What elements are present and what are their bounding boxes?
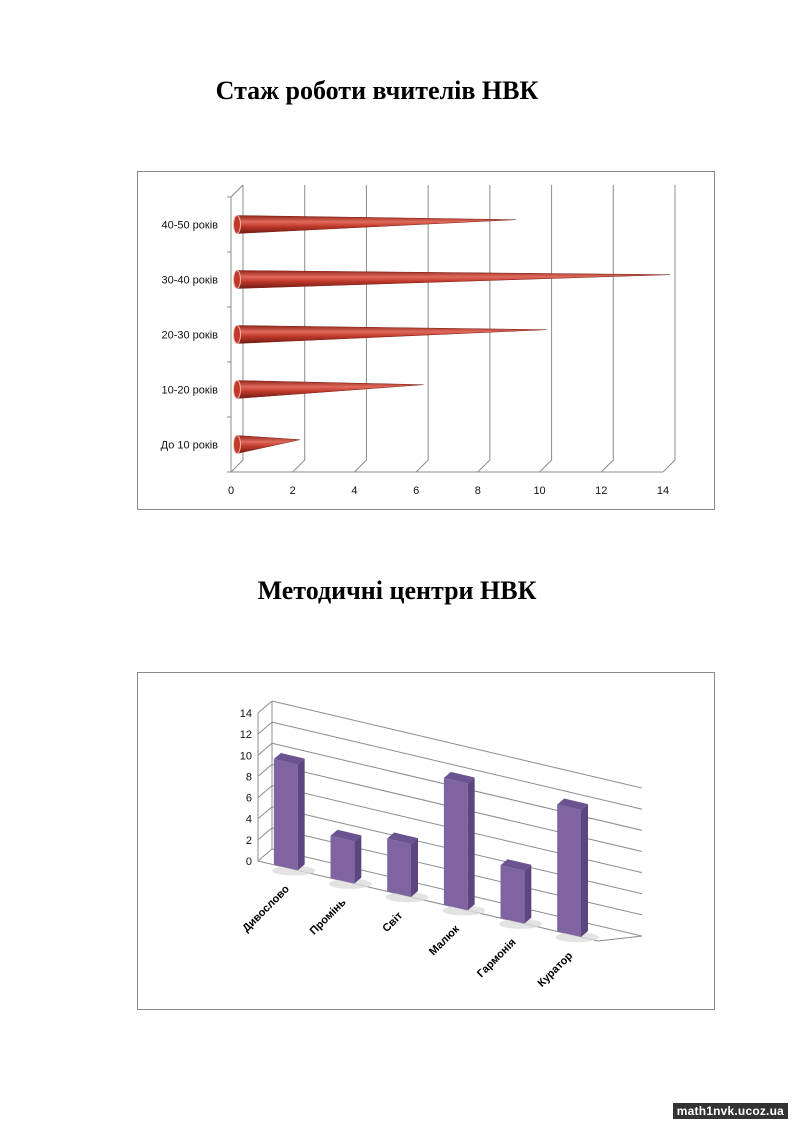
experience-chart-frame: [137, 171, 715, 510]
chart-title-centers: Методичні центри НВК: [257, 576, 537, 605]
centers-chart-frame: [137, 672, 715, 1010]
y-tick-label: 12: [239, 729, 252, 742]
bar: [387, 839, 411, 897]
site-watermark: math1nvk.ucoz.ua: [673, 1103, 788, 1119]
cone-bar: [237, 326, 547, 344]
x-tick-label: 6: [413, 485, 420, 497]
category-label: Дивослово: [240, 883, 292, 935]
chart-title-experience: Стаж роботи вчителів НВК: [215, 76, 539, 105]
side-wall-gridline: [258, 722, 272, 734]
category-label: До 10 років: [160, 439, 218, 452]
bar: [331, 836, 355, 884]
category-label: Світ: [380, 909, 406, 935]
cone-base: [234, 381, 241, 399]
x-tick-label: 8: [474, 485, 481, 497]
cone-bar: [237, 381, 423, 399]
y-tick-label: 8: [245, 771, 252, 784]
cone-bar: [237, 271, 670, 289]
bar-side: [581, 804, 588, 937]
x-tick-label: 12: [595, 485, 608, 497]
cone-bar: [237, 216, 516, 234]
category-label: 10-20 років: [161, 384, 218, 397]
bar-side: [411, 838, 418, 897]
y-tick-label: 4: [245, 813, 252, 826]
y-tick-label: 6: [245, 792, 252, 805]
bar: [557, 805, 581, 937]
x-tick-label: 14: [656, 485, 670, 497]
bar: [274, 759, 298, 870]
bar: [501, 865, 525, 923]
floor-right-edge: [598, 936, 642, 941]
category-label: 40-50 років: [161, 219, 218, 232]
cone-base: [234, 271, 241, 289]
cone-base: [234, 326, 241, 344]
bar-side: [468, 777, 475, 910]
bar-side: [354, 835, 361, 883]
y-tick-label: 2: [245, 834, 252, 847]
side-wall-gridline: [258, 828, 272, 840]
category-label: Малюк: [427, 923, 462, 959]
gridline-x: [478, 185, 490, 472]
y-tick-label: 14: [239, 708, 252, 720]
category-label: 20-30 років: [161, 329, 218, 342]
gridline-x: [601, 185, 613, 472]
category-label: Куратор: [535, 949, 576, 990]
experience-chart: [138, 172, 714, 509]
gridline-x: [663, 185, 675, 472]
y-tick-label: 10: [239, 750, 252, 763]
bar-side: [524, 865, 531, 924]
cone-base: [234, 216, 241, 234]
centers-chart: [138, 673, 714, 1009]
cone-base: [234, 436, 241, 454]
gridline-x: [540, 185, 552, 472]
category-label: Промінь: [307, 896, 349, 938]
x-tick-label: 10: [533, 485, 546, 497]
side-wall-gridline: [258, 807, 272, 819]
side-wall-gridline: [258, 764, 272, 776]
x-tick-label: 0: [227, 485, 235, 497]
side-wall-gridline: [258, 849, 272, 861]
bar: [444, 778, 468, 910]
side-wall-gridline: [258, 786, 272, 798]
category-label: 30-40 років: [161, 274, 218, 287]
y-tick-label: 0: [245, 856, 252, 868]
x-tick-label: 4: [351, 485, 358, 497]
x-tick-label: 2: [289, 485, 296, 497]
side-wall-gridline: [258, 743, 272, 755]
cone-bar: [237, 436, 300, 454]
side-wall-gridline: [258, 701, 272, 713]
category-label: Гармонія: [474, 936, 519, 981]
bar-side: [298, 759, 305, 871]
